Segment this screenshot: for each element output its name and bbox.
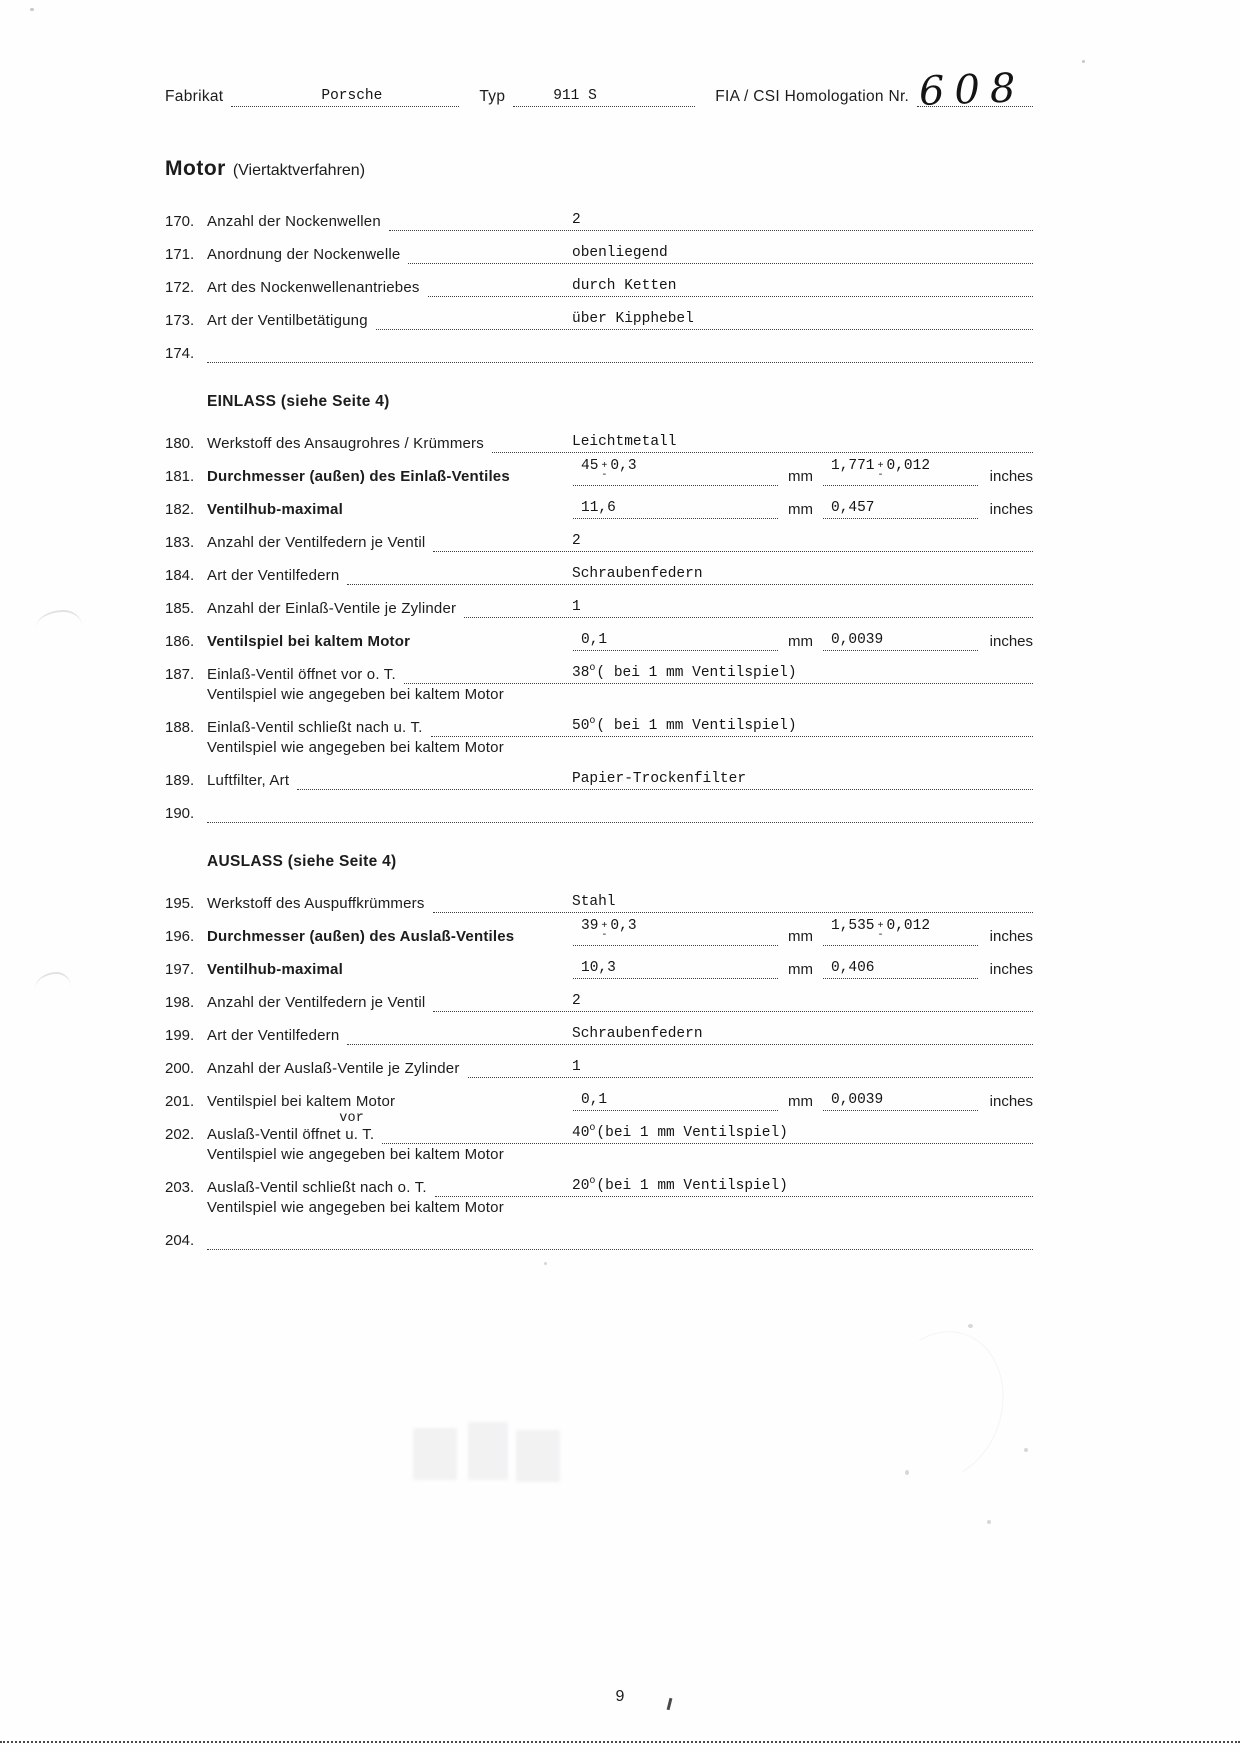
- row-label: Luftfilter, Art: [207, 772, 290, 789]
- form-row-181: [165, 458, 1033, 486]
- row-label: Art der Ventilbetätigung: [207, 312, 368, 329]
- form-row-187: [165, 662, 1033, 684]
- form-row-196: [165, 918, 1033, 946]
- form-row-202-group: [165, 1111, 1033, 1163]
- scan-artifact-speck: [1082, 60, 1085, 63]
- form-row-174: [165, 341, 1033, 363]
- row-number: 180.: [165, 435, 195, 452]
- mm-unit-label: mm: [788, 928, 813, 945]
- form-row-201: [165, 1089, 1033, 1111]
- typed-value: Schraubenfedern: [572, 566, 703, 582]
- inches-unit-label: inches: [989, 961, 1033, 978]
- mm-field: [573, 458, 778, 486]
- row-label: Durchmesser (außen) des Einlaß-Ventiles: [207, 468, 510, 485]
- row-label: Art der Ventilfedern: [207, 567, 340, 584]
- fabrikat-field: [231, 82, 459, 107]
- bottom-rule: [0, 1741, 1240, 1743]
- row-label: Werkstoff des Auspuffkrümmers: [207, 895, 425, 912]
- form-row-197: [165, 957, 1033, 979]
- subsection-einlass: EINLASS (siehe Seite 4): [207, 393, 390, 410]
- typed-value: 2: [572, 993, 581, 1009]
- mm-value: 0,1: [581, 1092, 608, 1108]
- scan-artifact-watermark: [413, 1428, 457, 1480]
- typ-value: 911 S: [553, 88, 597, 104]
- dotted-line: [389, 210, 1033, 231]
- inches-unit-label: inches: [989, 633, 1033, 650]
- typed-value: Leichtmetall: [572, 434, 677, 450]
- row-number: 185.: [165, 600, 195, 617]
- typed-value: Stahl: [572, 894, 616, 910]
- typed-value: 50$^o$( bei 1 mm Ventilspiel): [572, 716, 797, 734]
- mm-unit-label: mm: [788, 1093, 813, 1110]
- scan-artifact-watermark: [468, 1422, 508, 1480]
- dotted-line: [468, 1057, 1033, 1078]
- form-row-186: [165, 629, 1033, 651]
- scan-artifact-watermark: [516, 1430, 560, 1482]
- typ-label: Typ: [479, 88, 506, 105]
- row-sublabel: Ventilspiel wie angegeben bei kaltem Motor: [207, 1146, 504, 1163]
- inches-value: 1,535 + - 0,012: [831, 918, 931, 941]
- row-number: 181.: [165, 468, 195, 485]
- mm-unit-label: mm: [788, 468, 813, 485]
- form-row-203-group: [165, 1175, 1033, 1216]
- plus-minus-sign: + -: [877, 461, 884, 481]
- plus-minus-sign: + -: [601, 461, 608, 481]
- form-row-189: [165, 768, 1033, 790]
- row-number: 190.: [165, 805, 195, 822]
- row-label: Durchmesser (außen) des Auslaß-Ventiles: [207, 928, 515, 945]
- row-label: Art der Ventilfedern: [207, 1027, 340, 1044]
- inches-unit-label: inches: [989, 928, 1033, 945]
- form-row-190: [165, 801, 1033, 823]
- typed-value: 20$^o$(bei 1 mm Ventilspiel): [572, 1176, 788, 1194]
- mm-field: [573, 1090, 778, 1111]
- row-sublabel: Ventilspiel wie angegeben bei kaltem Motor: [207, 1199, 504, 1216]
- row-number: 203.: [165, 1179, 195, 1196]
- typed-value: 1: [572, 599, 581, 615]
- degree-mark: o: [589, 1123, 596, 1134]
- typed-value: obenliegend: [572, 245, 668, 261]
- section-title-motor: [165, 157, 1033, 181]
- row-label: Anzahl der Ventilfedern je Ventil: [207, 994, 426, 1011]
- row-number: 173.: [165, 312, 195, 329]
- form-row-199: [165, 1023, 1033, 1045]
- inches-field: [823, 630, 978, 651]
- inches-unit-label: inches: [989, 468, 1033, 485]
- form-row-200: [165, 1056, 1033, 1078]
- dotted-line: [433, 531, 1033, 552]
- typed-value: Schraubenfedern: [572, 1026, 703, 1042]
- form-header: [165, 65, 1033, 115]
- row-label: Ventilhub-maximal: [207, 501, 343, 518]
- mm-unit-label: mm: [788, 633, 813, 650]
- page-content: [165, 0, 1033, 1261]
- scan-artifact-stamp: [860, 1315, 1023, 1497]
- mm-unit-label: mm: [788, 501, 813, 518]
- inches-field: [823, 918, 978, 946]
- fabrikat-label: Fabrikat: [165, 88, 224, 105]
- row-number: 170.: [165, 213, 195, 230]
- form-row-202: [165, 1111, 1033, 1144]
- form-row-170: [165, 209, 1033, 231]
- row-number: 204.: [165, 1232, 195, 1249]
- form-row-195: [165, 891, 1033, 913]
- dotted-line: [433, 892, 1033, 913]
- plus-minus-sign: + -: [601, 921, 608, 941]
- row-label: Anzahl der Ventilfedern je Ventil: [207, 534, 426, 551]
- typed-value: 2: [572, 533, 581, 549]
- degree-mark: o: [589, 663, 596, 674]
- row-number: 188.: [165, 719, 195, 736]
- form-row-184: [165, 563, 1033, 585]
- row-label: Anzahl der Auslaß-Ventile je Zylinder: [207, 1060, 460, 1077]
- inches-value: 1,771 + - 0,012: [831, 458, 931, 481]
- row-number: 171.: [165, 246, 195, 263]
- row-number: 197.: [165, 961, 195, 978]
- mm-value: 11,6: [581, 500, 616, 516]
- scan-artifact-speck: [1024, 1448, 1028, 1452]
- row-label: Einlaß-Ventil schließt nach u. T.: [207, 719, 423, 736]
- row-label: Ventilspiel bei kaltem Motor: [207, 1093, 396, 1110]
- motor-subtitle: (Viertaktverfahren): [232, 162, 366, 179]
- scan-artifact-speck: [987, 1520, 991, 1524]
- dotted-line: [428, 276, 1033, 297]
- inches-value: 0,0039: [831, 1092, 884, 1108]
- form-row-188-group: [165, 715, 1033, 756]
- homologation-number-handwritten: 608: [918, 65, 1027, 115]
- row-label: Auslaß-Ventil schließt nach o. T.: [207, 1179, 427, 1196]
- row-number: 183.: [165, 534, 195, 551]
- row-label: Anzahl der Einlaß-Ventile je Zylinder: [207, 600, 457, 617]
- motor-title: Motor: [165, 157, 226, 180]
- row-number: 182.: [165, 501, 195, 518]
- scan-artifact-pencil-squiggle: [35, 972, 72, 990]
- inserted-word-vor: vor: [339, 1111, 365, 1126]
- row-number: 196.: [165, 928, 195, 945]
- row-label: Auslaß-Ventil öffnet vor u. T.: [207, 1111, 375, 1143]
- mm-value: 45 + - 0,3: [581, 458, 637, 481]
- dotted-line: [408, 243, 1033, 264]
- scan-artifact-speck: [968, 1324, 973, 1328]
- row-number: 189.: [165, 772, 195, 789]
- row-sublabel: Ventilspiel wie angegeben bei kaltem Motor: [207, 686, 504, 703]
- form-row-182: [165, 497, 1033, 519]
- row-number: 195.: [165, 895, 195, 912]
- subsection-auslass: AUSLASS (siehe Seite 4): [207, 853, 397, 870]
- row-number: 201.: [165, 1093, 195, 1110]
- inches-value: 0,0039: [831, 632, 884, 648]
- row-number: 202.: [165, 1126, 195, 1143]
- homologation-field: [917, 65, 1033, 115]
- inches-unit-label: inches: [989, 501, 1033, 518]
- row-number: 200.: [165, 1060, 195, 1077]
- row-number: 199.: [165, 1027, 195, 1044]
- form-row-185: [165, 596, 1033, 618]
- mm-field: [573, 958, 778, 979]
- typed-value: durch Ketten: [572, 278, 677, 294]
- typed-value: über Kipphebel: [572, 311, 694, 327]
- scan-artifact-speck: [905, 1470, 909, 1475]
- row-number: 186.: [165, 633, 195, 650]
- inches-field: [823, 498, 978, 519]
- mm-value: 39 + - 0,3: [581, 918, 637, 941]
- row-number: 174.: [165, 345, 195, 362]
- dotted-line: [433, 991, 1033, 1012]
- typed-value: Papier-Trockenfilter: [572, 771, 747, 787]
- mm-unit-label: mm: [788, 961, 813, 978]
- form-row-180: [165, 431, 1033, 453]
- row-label: Werkstoff des Ansaugrohres / Krümmers: [207, 435, 484, 452]
- row-label: Einlaß-Ventil öffnet vor o. T.: [207, 666, 396, 683]
- plus-minus-sign: + -: [877, 921, 884, 941]
- form-row-198: [165, 990, 1033, 1012]
- row-label: Ventilspiel bei kaltem Motor: [207, 633, 411, 650]
- mm-field: [573, 918, 778, 946]
- page-number: 9: [615, 1688, 625, 1705]
- inches-value: 0,406: [831, 960, 875, 976]
- form-row-187-group: [165, 662, 1033, 703]
- dotted-line: [207, 1229, 1033, 1250]
- degree-mark: o: [589, 716, 596, 727]
- scan-artifact-dot: [544, 1262, 547, 1265]
- scan-artifact-pencil-squiggle: [36, 610, 82, 628]
- row-label: Art des Nockenwellenantriebes: [207, 279, 420, 296]
- row-label: Anzahl der Nockenwellen: [207, 213, 381, 230]
- mm-value: 10,3: [581, 960, 616, 976]
- mm-field: [573, 630, 778, 651]
- row-number: 198.: [165, 994, 195, 1011]
- dotted-line: [376, 309, 1033, 330]
- form-row-173: [165, 308, 1033, 330]
- row-label: Anordnung der Nockenwelle: [207, 246, 401, 263]
- mm-field: [573, 498, 778, 519]
- fabrikat-value: Porsche: [321, 88, 383, 104]
- typed-value: 1: [572, 1059, 581, 1075]
- homologation-label: FIA / CSI Homologation Nr.: [715, 88, 910, 105]
- form-row-171: [165, 242, 1033, 264]
- dotted-line: [464, 597, 1033, 618]
- inches-field: [823, 1090, 978, 1111]
- row-number: 184.: [165, 567, 195, 584]
- inches-value: 0,457: [831, 500, 875, 516]
- dotted-line: [207, 802, 1033, 823]
- inches-field: [823, 458, 978, 486]
- typed-value: 40$^o$(bei 1 mm Ventilspiel): [572, 1123, 788, 1141]
- inches-field: [823, 958, 978, 979]
- row-number: 172.: [165, 279, 195, 296]
- form-row-172: [165, 275, 1033, 297]
- inches-unit-label: inches: [989, 1093, 1033, 1110]
- row-number: 187.: [165, 666, 195, 683]
- form-row-188: [165, 715, 1033, 737]
- typed-value: 38$^o$( bei 1 mm Ventilspiel): [572, 663, 797, 681]
- typ-field: [513, 82, 695, 107]
- degree-mark: o: [589, 1176, 596, 1187]
- mm-value: 0,1: [581, 632, 608, 648]
- dotted-line: [207, 342, 1033, 363]
- row-label: Ventilhub-maximal: [207, 961, 343, 978]
- form-row-203: [165, 1175, 1033, 1197]
- form-row-183: [165, 530, 1033, 552]
- row-sublabel: Ventilspiel wie angegeben bei kaltem Motor: [207, 739, 504, 756]
- form-row-204: [165, 1228, 1033, 1250]
- scan-artifact-speck: [30, 8, 34, 11]
- typed-value: 2: [572, 212, 581, 228]
